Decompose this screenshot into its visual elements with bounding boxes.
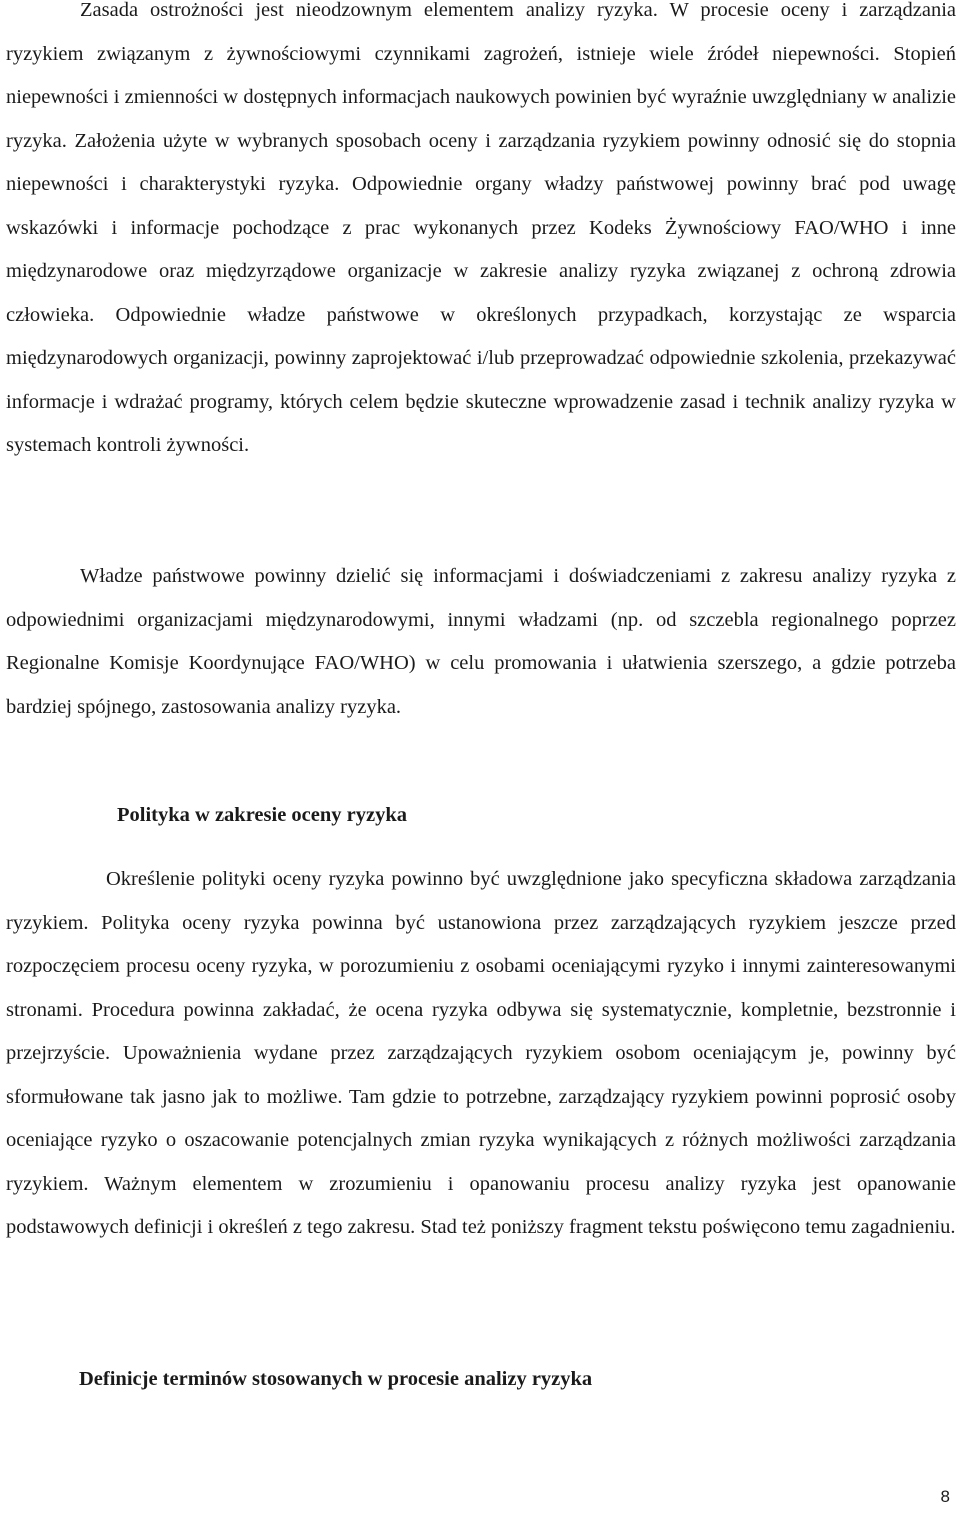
paragraph-information-sharing: Władze państwowe powinny dzielić się informacjami i doświadczeniami z zakresu analizy ryzyka z odpowiednimi organizacjami międzynarodowymi, innymi władzami (np. od szczebla regionalnego poprzez Regionalne Komisje Koordynujące FAO/WHO) w celu promowania i ułatwienia szerszego, a gdzie potrzeba bardziej spójnego, zastosowania analizy ryzyka. (6, 565, 956, 718)
section-heading-definitions: Definicje terminów stosowanych w procesie analizy ryzyka (79, 1368, 593, 1390)
paragraph-risk-assessment-policy: Określenie polityki oceny ryzyka powinno być uwzględnione jako specyficzna składowa zarządzania ryzykiem. Polityka oceny ryzyka powinna być ustanowiona przez zarządzających ryzykiem jeszcze przed rozpoczęciem procesu oceny ryzyka, w porozumieniu z osobami oceniającymi ryzyko i innymi zainteresowanymi stronami. Procedura powinna zakładać, że ocena ryzyka odbywa się systematycznie, kompletnie, bezstronnie i przejrzyście. Upoważnienia wydane przez zarządzających ryzykiem osobom oceniającym je, powinny być sformułowane tak jasno jak to możliwe. Tam gdzie to potrzebne, zarządzający ryzykiem powinni poprosić osoby oceniające ryzyko o oszacowanie potencjalnych zmian ryzyka wynikających z różnych możliwości zarządzania ryzykiem. Ważnym elementem w zrozumieniu i opanowaniu procesu analizy ryzyka jest opanowanie podstawowych definicji i określeń z tego zakresu. Stad też poniższy fragment tekstu poświęcono temu zagadnieniu. (6, 868, 956, 1238)
section-heading-risk-assessment-policy: Polityka w zakresie oceny ryzyka (117, 804, 407, 826)
page-number: 8 (940, 1487, 950, 1506)
paragraph-precaution-principle: Zasada ostrożności jest nieodzownym elementem analizy ryzyka. W procesie oceny i zarządzania ryzykiem związanym z żywnościowymi czynnikami zagrożeń, istnieje wiele źródeł niepewności. Stopień niepewności i zmienności w dostępnych informacjach naukowych powinien być wyraźnie uwzględniany w analizie ryzyka. Założenia użyte w wybranych sposobach oceny i zarządzania ryzykiem powinny odnosić się do stopnia niepewności i charakterystyki ryzyka. Odpowiednie organy władzy państwowej powinny brać pod uwagę wskazówki i informacje pochodzące z prac wykonanych przez Kodeks Żywnościowy FAO/WHO i inne międzynarodowe oraz międzyrządowe organizacje w zakresie analizy ryzyka związanej z ochroną zdrowia człowieka. Odpowiednie władze państwowe w określonych przypadkach, korzystając ze wsparcia międzynarodowych organizacji, powinny zaprojektować i/lub przeprowadzać odpowiednie szkolenia, przekazywać informacje i wdrażać programy, których celem będzie skuteczne wprowadzenie zasad i technik analizy ryzyka w systemach kontroli żywności. (6, 0, 956, 456)
